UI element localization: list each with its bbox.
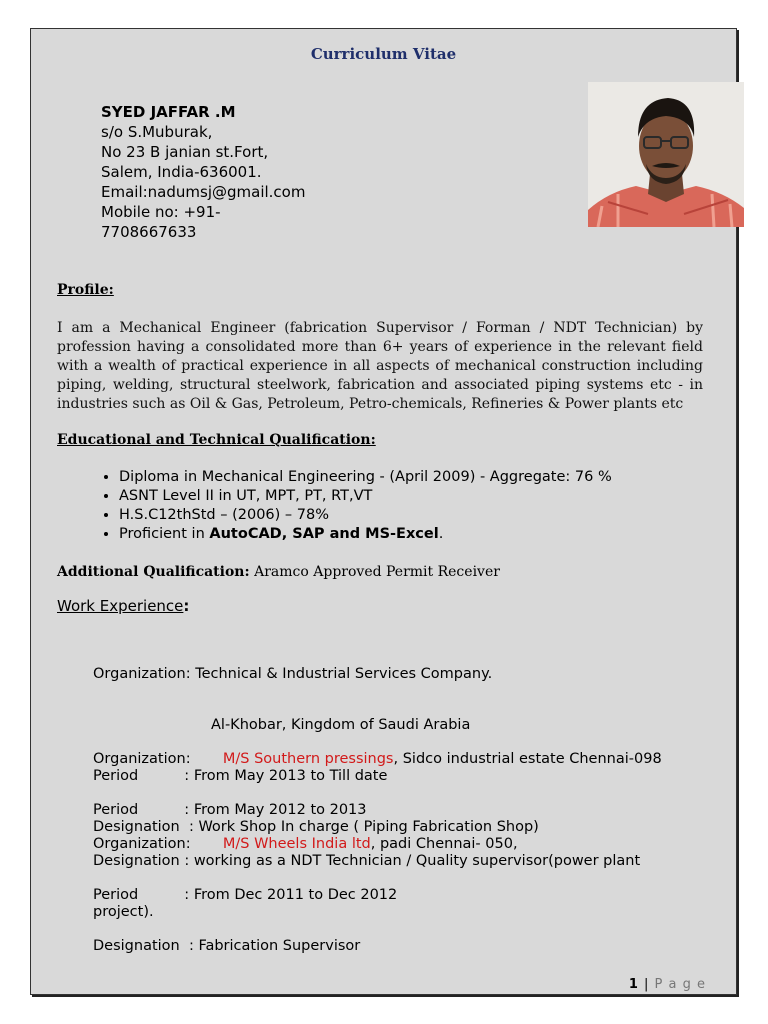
organization-name-highlight: M/S Wheels India ltd <box>222 836 371 852</box>
period-value: From May 2012 to 2013 <box>193 802 367 818</box>
document-title: Curriculum Vitae <box>310 45 457 63</box>
job-organization <box>93 836 518 853</box>
designation-label: Designation : <box>93 853 194 869</box>
organization-location: , padi Chennai- 050, <box>370 836 518 852</box>
job-organization <box>93 751 662 768</box>
work-heading-colon: : <box>183 597 190 615</box>
organization-location: , Sidco industrial estate Chennai-098 <box>393 751 662 767</box>
mobile-line-2: 7708667633 <box>101 223 197 241</box>
job-period <box>93 887 518 904</box>
designation-value: working as a NDT Technician / Quality supervisor(power plant <box>193 853 641 869</box>
job-designation <box>93 938 518 955</box>
profile-text: I am a Mechanical Engineer (fabrication Supervisor / Forman / NDT Technician) by profession having a consolidated more than 6+ years of experience in the relevant field with a wealth of practical experience in all aspects of mechanical construction including piping, welding, structural steelwork, fabrication and associated piping systems etc - in industries such as Oil & Gas, Petroleum, Petro-chemicals, Refineries & Power plants etc <box>57 320 703 412</box>
software-skills: AutoCAD, SAP and MS-Excel <box>209 526 439 542</box>
email: Email:nadumsj@gmail.com <box>101 183 306 201</box>
additional-qualification <box>57 564 500 580</box>
qualification-list <box>95 468 612 544</box>
contact-block <box>101 102 305 242</box>
period-value: From May 2013 to Till date <box>193 768 388 784</box>
work-heading-block <box>57 597 189 615</box>
page-separator: | <box>638 977 655 992</box>
designation-label: Designation : <box>93 819 199 835</box>
period-label: Period : <box>93 768 194 784</box>
page-number: 1 <box>628 977 639 992</box>
qualification-item: • H.S.C12thStd – (2006) – 78% <box>119 506 612 525</box>
additional-qualification-label: Additional Qualification: <box>57 564 250 580</box>
profile-heading: Profile: <box>57 282 114 298</box>
qualification-item: • ASNT Level II in UT, MPT, PT, RT,VT <box>119 487 612 506</box>
designation-label: Designation : <box>93 938 199 954</box>
organization-name-highlight: M/S Southern pressings <box>222 751 394 767</box>
candidate-name: SYED JAFFAR .M <box>101 103 236 121</box>
period-value: From Dec 2011 to Dec 2012 <box>193 887 398 903</box>
organization-label: Organization: <box>93 666 196 682</box>
qualification-item-suffix: . <box>438 526 444 542</box>
mobile-line-1: Mobile no: +91- <box>101 203 221 221</box>
period-label: Period : <box>93 802 194 818</box>
additional-qualification-value: Aramco Approved Permit Receiver <box>249 564 500 580</box>
designation-value: Fabrication Supervisor <box>198 938 361 954</box>
period-label: Period : <box>93 887 194 903</box>
cv-page <box>30 28 737 995</box>
work-heading: Work Experience <box>57 597 184 615</box>
father-name: s/o S.Muburak, <box>101 123 213 141</box>
page-word: P a g e <box>654 977 706 992</box>
qualification-item-prefix: Proficient in <box>119 526 210 542</box>
qualification-item: • Diploma in Mechanical Engineering - (April 2009) - Aggregate: 76 % <box>119 468 612 487</box>
organization-label: Organization: <box>93 751 223 767</box>
page-footer <box>629 977 706 992</box>
designation-value: Work Shop In charge ( Piping Fabrication Shop) <box>198 819 539 835</box>
job-designation-cont: project). <box>93 904 154 920</box>
job-organization <box>93 666 539 683</box>
organization-label: Organization: <box>93 836 223 852</box>
job-entry <box>93 802 518 989</box>
education-heading: Educational and Technical Qualification: <box>57 432 376 448</box>
address-line-2: Salem, India-636001. <box>101 163 262 181</box>
organization-name: Technical & Industrial Services Company. <box>195 666 493 682</box>
qualification-item <box>119 525 612 544</box>
profile-photo <box>588 82 744 227</box>
address-line-1: No 23 B janian st.Fort, <box>101 143 269 161</box>
job-location: Al-Khobar, Kingdom of Saudi Arabia <box>211 717 471 733</box>
